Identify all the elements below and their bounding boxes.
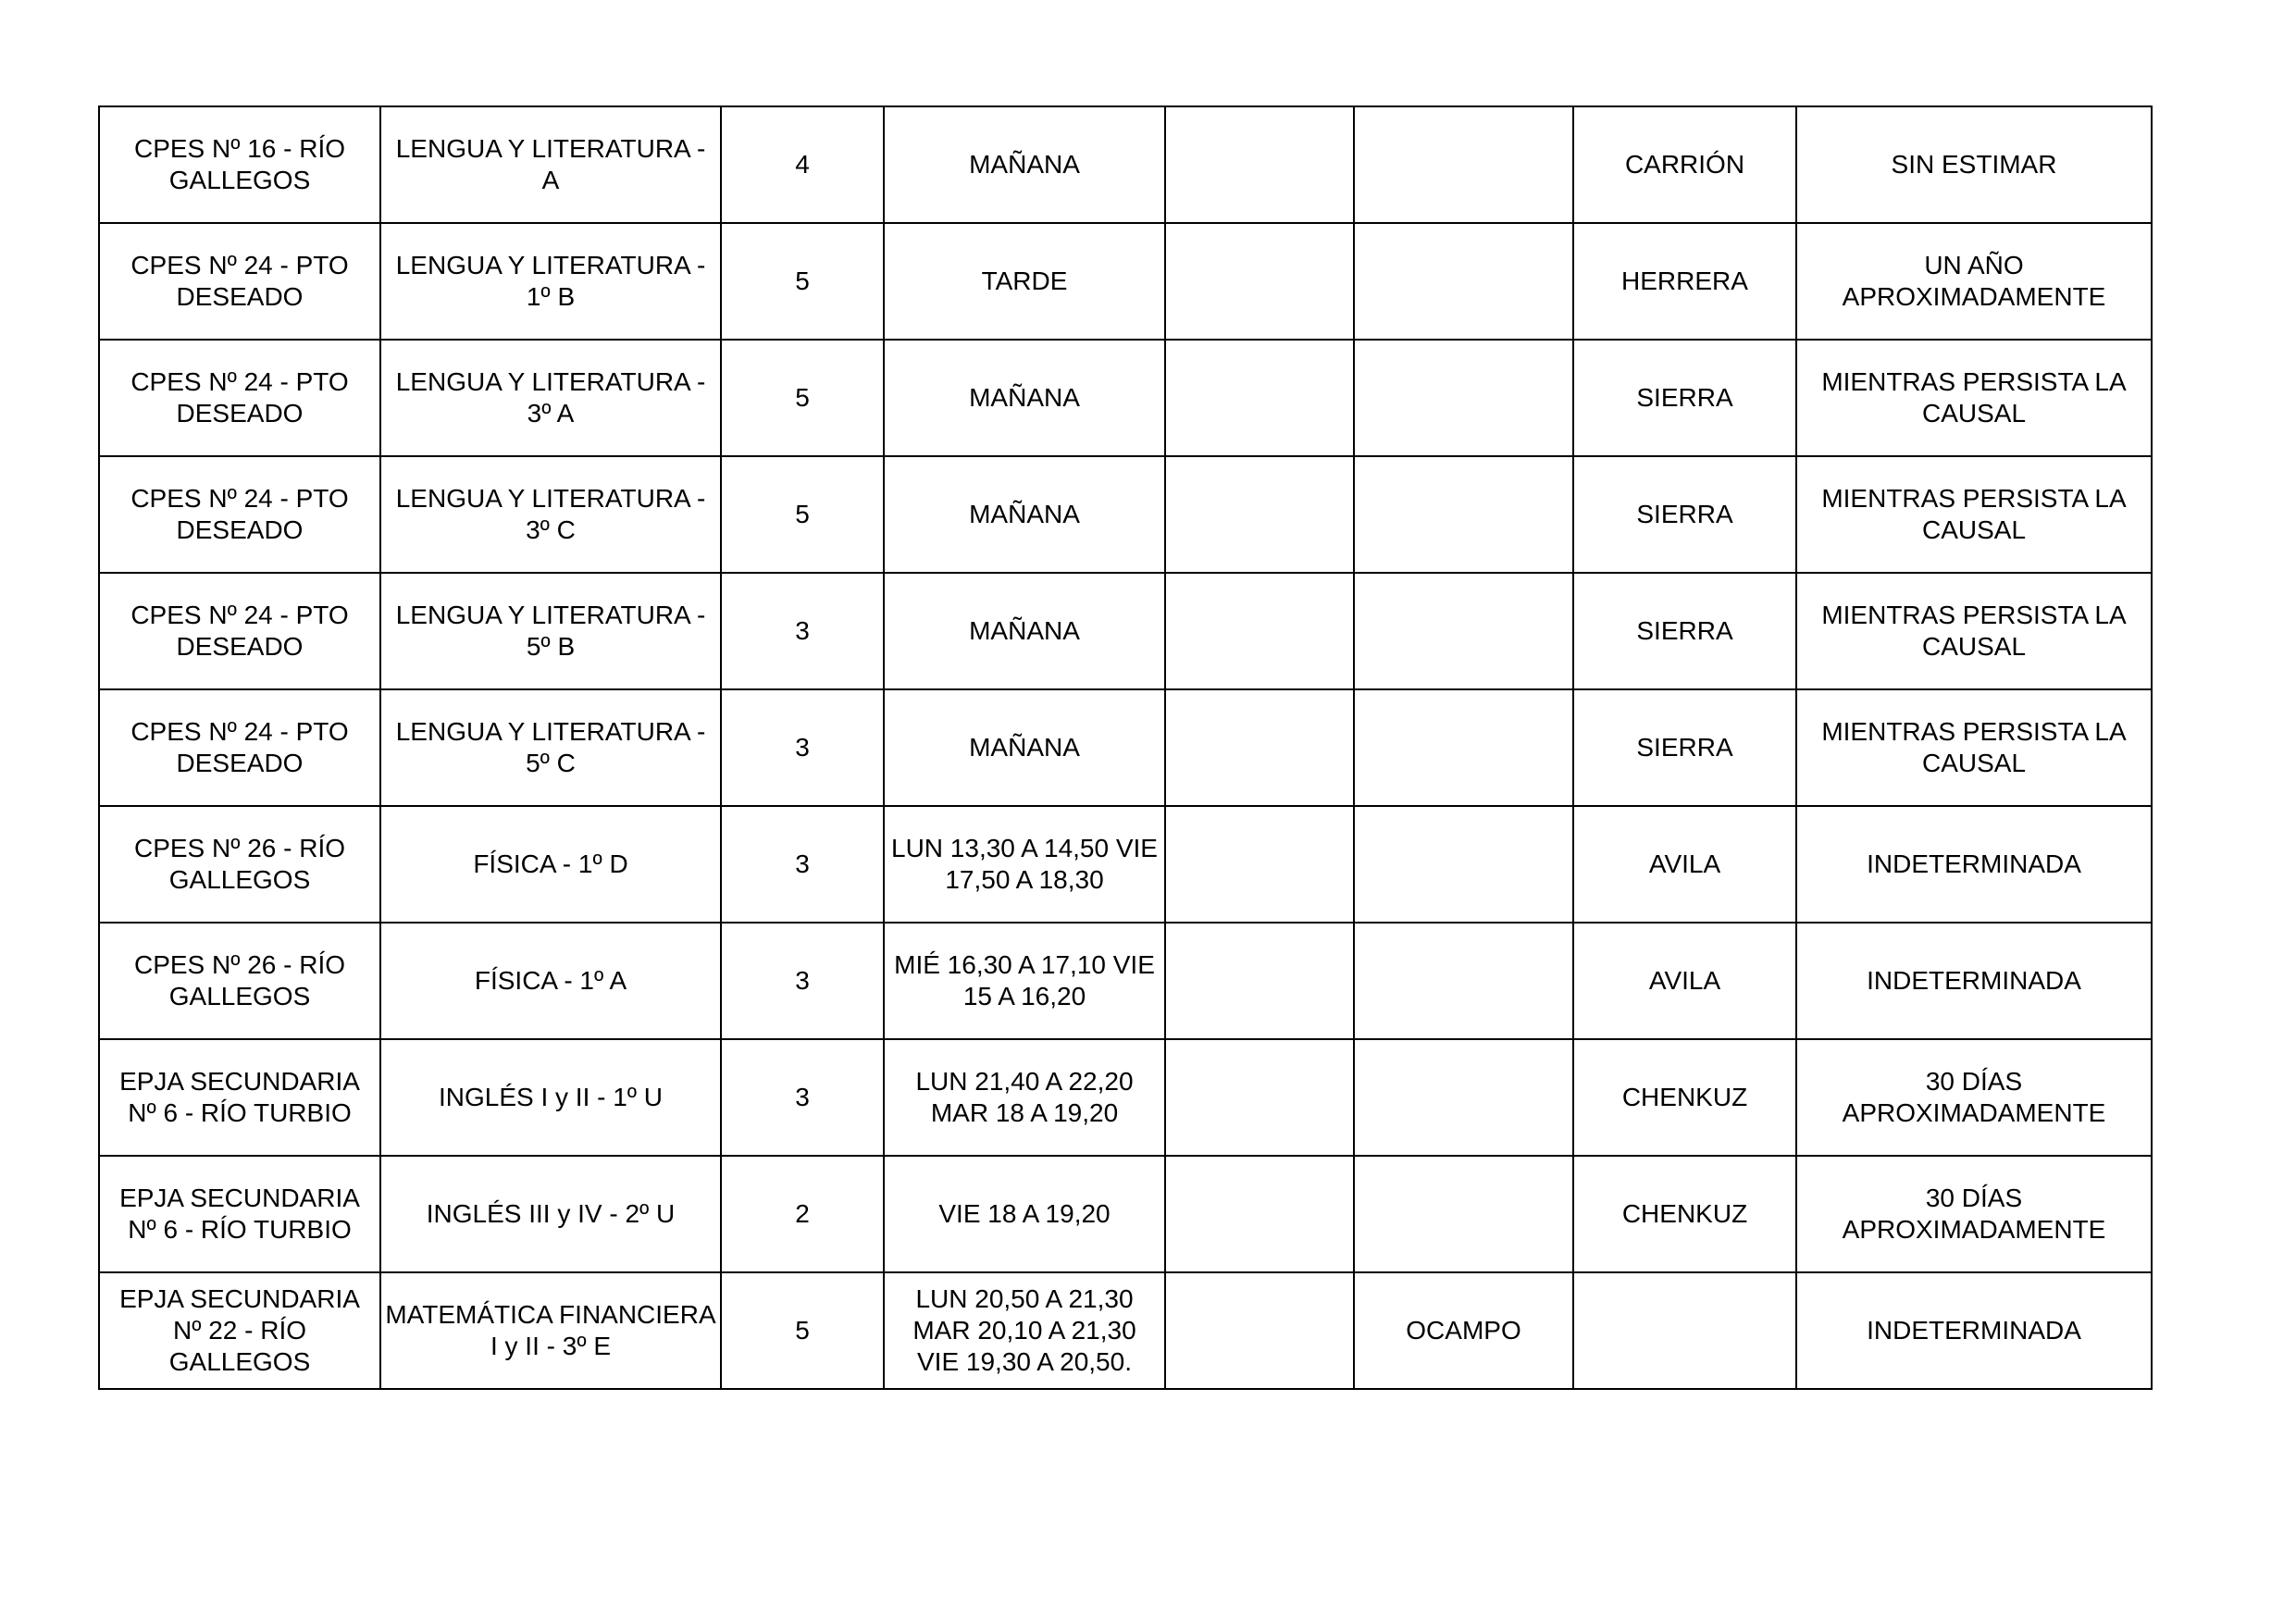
schedule-cell <box>884 223 1165 340</box>
assigned-cell <box>1354 573 1573 689</box>
empty-cell <box>1165 806 1354 923</box>
duration-cell-text: 30 DÍAS APROXIMADAMENTE <box>1842 1067 2106 1127</box>
table-row <box>99 106 2152 223</box>
table-row <box>99 456 2152 573</box>
table-row <box>99 1272 2152 1389</box>
school-cell-text: CPES Nº 24 - PTO DESEADO <box>130 717 349 777</box>
school-cell-text: CPES Nº 26 - RÍO GALLEGOS <box>133 834 346 894</box>
empty-cell <box>1165 1272 1354 1389</box>
table-row <box>99 806 2152 923</box>
assigned-cell <box>1354 806 1573 923</box>
teacher-cell <box>1573 223 1796 340</box>
schedule-cell <box>884 806 1165 923</box>
assigned-cell <box>1354 223 1573 340</box>
duration-cell <box>1796 1272 2152 1389</box>
school-cell-text: CPES Nº 24 - PTO DESEADO <box>130 251 349 311</box>
school-cell <box>99 1039 380 1156</box>
school-cell <box>99 106 380 223</box>
duration-cell-text: INDETERMINADA <box>1867 966 2081 995</box>
school-cell <box>99 456 380 573</box>
teacher-cell-text: SIERRA <box>1636 500 1733 528</box>
teacher-cell <box>1573 689 1796 806</box>
subject-cell <box>380 106 721 223</box>
subject-cell <box>380 340 721 456</box>
schedule-cell-text: MAÑANA <box>969 500 1080 528</box>
table-body <box>99 106 2152 1389</box>
schedule-cell <box>884 923 1165 1039</box>
duration-cell <box>1796 689 2152 806</box>
school-cell-text: EPJA SECUNDARIA Nº 22 - RÍO GALLEGOS <box>119 1284 360 1376</box>
assigned-cell <box>1354 689 1573 806</box>
teacher-cell <box>1573 573 1796 689</box>
assigned-cell <box>1354 1039 1573 1156</box>
schedule-cell-text: VIE 18 A 19,20 <box>938 1199 1111 1228</box>
duration-cell <box>1796 573 2152 689</box>
hours-cell-text: 3 <box>795 1083 810 1111</box>
teacher-cell-text: CHENKUZ <box>1621 1199 1748 1228</box>
duration-cell-text: MIENTRAS PERSISTA LA CAUSAL <box>1821 601 2127 661</box>
hours-cell <box>721 223 884 340</box>
hours-cell-text: 5 <box>795 1316 810 1345</box>
duration-cell <box>1796 340 2152 456</box>
table-row <box>99 1039 2152 1156</box>
duration-cell <box>1796 923 2152 1039</box>
schedule-cell-text: MIÉ 16,30 A 17,10 VIE 15 A 16,20 <box>894 950 1155 1010</box>
subject-cell-text: LENGUA Y LITERATURA - 3º A <box>395 367 706 428</box>
teacher-cell-text: SIERRA <box>1636 616 1733 645</box>
empty-cell <box>1165 456 1354 573</box>
teacher-cell-text: SIERRA <box>1636 383 1733 412</box>
subject-cell-text: INGLÉS III y IV - 2º U <box>426 1199 676 1228</box>
subject-cell <box>380 1272 721 1389</box>
hours-cell <box>721 689 884 806</box>
assigned-cell <box>1354 1272 1573 1389</box>
teacher-cell-text: CHENKUZ <box>1621 1083 1748 1111</box>
school-cell-text: CPES Nº 16 - RÍO GALLEGOS <box>133 134 346 194</box>
schedule-cell-text: TARDE <box>981 267 1068 295</box>
duration-cell <box>1796 223 2152 340</box>
duration-cell-text: SIN ESTIMAR <box>1891 150 2057 179</box>
teacher-cell <box>1573 1272 1796 1389</box>
subject-cell <box>380 806 721 923</box>
assigned-cell <box>1354 106 1573 223</box>
table-row <box>99 223 2152 340</box>
subject-cell <box>380 1039 721 1156</box>
schedule-cell-text: MAÑANA <box>969 383 1080 412</box>
subject-cell-text: LENGUA Y LITERATURA - A <box>395 134 706 194</box>
empty-cell <box>1165 573 1354 689</box>
school-cell <box>99 1272 380 1389</box>
teacher-cell-text: AVILA <box>1648 849 1721 878</box>
subject-cell-text: LENGUA Y LITERATURA - 5º B <box>395 601 706 661</box>
subject-cell-text: FÍSICA - 1º A <box>474 966 627 995</box>
school-cell-text: CPES Nº 26 - RÍO GALLEGOS <box>133 950 346 1010</box>
hours-cell-text: 3 <box>795 616 810 645</box>
empty-cell <box>1165 689 1354 806</box>
subject-cell-text: INGLÉS I y II - 1º U <box>438 1083 664 1111</box>
empty-cell <box>1165 1156 1354 1272</box>
schedule-cell-text: LUN 20,50 A 21,30 MAR 20,10 A 21,30 VIE 19,30 A 20,50. <box>912 1284 1136 1376</box>
duration-cell <box>1796 806 2152 923</box>
assigned-cell-text: OCAMPO <box>1406 1316 1521 1345</box>
hours-cell-text: 2 <box>795 1199 810 1228</box>
school-cell <box>99 340 380 456</box>
duration-cell-text: MIENTRAS PERSISTA LA CAUSAL <box>1821 367 2127 428</box>
table-row <box>99 689 2152 806</box>
school-cell-text: EPJA SECUNDARIA Nº 6 - RÍO TURBIO <box>119 1184 360 1244</box>
hours-cell-text: 5 <box>795 267 810 295</box>
school-cell <box>99 223 380 340</box>
schedule-cell <box>884 1272 1165 1389</box>
school-cell <box>99 573 380 689</box>
duration-cell-text: UN AÑO APROXIMADAMENTE <box>1842 251 2106 311</box>
schedule-cell-text: MAÑANA <box>969 733 1080 762</box>
assigned-cell <box>1354 1156 1573 1272</box>
schedule-cell <box>884 106 1165 223</box>
subject-cell <box>380 456 721 573</box>
school-cell <box>99 1156 380 1272</box>
school-cell-text: EPJA SECUNDARIA Nº 6 - RÍO TURBIO <box>119 1067 360 1127</box>
subject-cell-text: MATEMÁTICA FINANCIERA I y II - 3º E <box>385 1300 716 1360</box>
teacher-cell-text: AVILA <box>1648 966 1721 995</box>
table-row <box>99 573 2152 689</box>
teacher-cell <box>1573 340 1796 456</box>
table-row <box>99 923 2152 1039</box>
school-cell <box>99 806 380 923</box>
hours-cell <box>721 340 884 456</box>
hours-cell <box>721 456 884 573</box>
teacher-cell-text: HERRERA <box>1621 267 1748 295</box>
hours-cell-text: 5 <box>795 500 810 528</box>
schedule-cell-text: MAÑANA <box>969 150 1080 179</box>
schedule-cell <box>884 573 1165 689</box>
school-cell <box>99 689 380 806</box>
empty-cell <box>1165 106 1354 223</box>
subject-cell <box>380 923 721 1039</box>
data-table <box>98 105 2153 1390</box>
hours-cell-text: 4 <box>795 150 810 179</box>
subject-cell <box>380 689 721 806</box>
teacher-cell <box>1573 456 1796 573</box>
duration-cell-text: MIENTRAS PERSISTA LA CAUSAL <box>1821 484 2127 544</box>
subject-cell-text: LENGUA Y LITERATURA - 5º C <box>395 717 706 777</box>
duration-cell <box>1796 1156 2152 1272</box>
hours-cell-text: 3 <box>795 966 810 995</box>
schedule-cell <box>884 340 1165 456</box>
duration-cell <box>1796 106 2152 223</box>
school-cell <box>99 923 380 1039</box>
hours-cell <box>721 1272 884 1389</box>
subject-cell <box>380 573 721 689</box>
hours-cell <box>721 923 884 1039</box>
duration-cell <box>1796 1039 2152 1156</box>
hours-cell-text: 3 <box>795 733 810 762</box>
schedule-cell <box>884 689 1165 806</box>
hours-cell-text: 3 <box>795 849 810 878</box>
schedule-cell-text: MAÑANA <box>969 616 1080 645</box>
subject-cell-text: LENGUA Y LITERATURA - 1º B <box>395 251 706 311</box>
schedule-cell-text: LUN 13,30 A 14,50 VIE 17,50 A 18,30 <box>891 834 1158 894</box>
teacher-cell <box>1573 106 1796 223</box>
hours-cell <box>721 106 884 223</box>
teacher-cell <box>1573 1039 1796 1156</box>
empty-cell <box>1165 923 1354 1039</box>
table-row <box>99 1156 2152 1272</box>
hours-cell-text: 5 <box>795 383 810 412</box>
schedule-cell <box>884 456 1165 573</box>
schedule-cell <box>884 1156 1165 1272</box>
teacher-cell <box>1573 806 1796 923</box>
teacher-cell-text: CARRIÓN <box>1624 150 1745 179</box>
empty-cell <box>1165 340 1354 456</box>
empty-cell <box>1165 223 1354 340</box>
schedule-cell-text: LUN 21,40 A 22,20 MAR 18 A 19,20 <box>915 1067 1134 1127</box>
assigned-cell <box>1354 923 1573 1039</box>
school-cell-text: CPES Nº 24 - PTO DESEADO <box>130 367 349 428</box>
teacher-cell-text: SIERRA <box>1636 733 1733 762</box>
duration-cell-text: INDETERMINADA <box>1867 1316 2081 1345</box>
teacher-cell <box>1573 923 1796 1039</box>
duration-cell-text: MIENTRAS PERSISTA LA CAUSAL <box>1821 717 2127 777</box>
subject-cell <box>380 223 721 340</box>
assigned-cell <box>1354 456 1573 573</box>
subject-cell-text: FÍSICA - 1º D <box>473 849 628 878</box>
duration-cell-text: 30 DÍAS APROXIMADAMENTE <box>1842 1184 2106 1244</box>
duration-cell-text: INDETERMINADA <box>1867 849 2081 878</box>
teacher-cell <box>1573 1156 1796 1272</box>
subject-cell <box>380 1156 721 1272</box>
school-cell-text: CPES Nº 24 - PTO DESEADO <box>130 484 349 544</box>
schedule-cell <box>884 1039 1165 1156</box>
hours-cell <box>721 806 884 923</box>
hours-cell <box>721 1156 884 1272</box>
table-row <box>99 340 2152 456</box>
hours-cell <box>721 573 884 689</box>
school-cell-text: CPES Nº 24 - PTO DESEADO <box>130 601 349 661</box>
assigned-cell <box>1354 340 1573 456</box>
duration-cell <box>1796 456 2152 573</box>
hours-cell <box>721 1039 884 1156</box>
subject-cell-text: LENGUA Y LITERATURA - 3º C <box>395 484 706 544</box>
empty-cell <box>1165 1039 1354 1156</box>
